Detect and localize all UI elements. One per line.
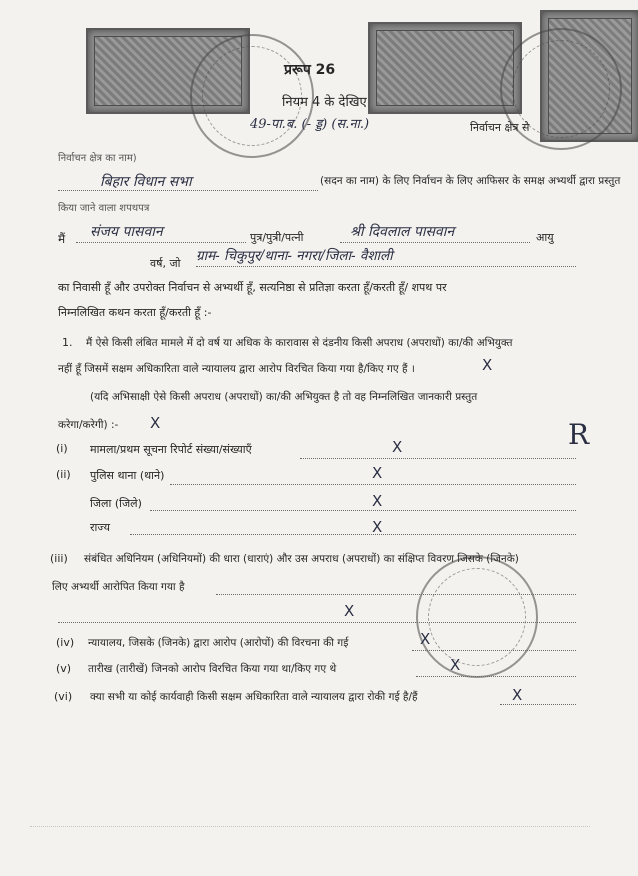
item-4-number: (iv) — [56, 636, 75, 649]
residence-line: का निवासी हूँ और उपरोक्त निर्वाचन से अभ्यर्थी हूँ, सत्यनिष्ठा से प्रतिज्ञा करता हूँ/करती हूँ/ शपथ पर — [58, 281, 447, 294]
item-2-label: पुलिस थाना (थाने) — [90, 469, 165, 482]
item-3-line-b — [58, 622, 576, 623]
item-4-line — [412, 650, 576, 651]
state-cross-mark: X — [372, 518, 383, 536]
item-6-cross-mark: X — [512, 686, 523, 704]
item-2-line — [170, 484, 576, 485]
notary-seal-bottom — [416, 556, 538, 678]
constituency-value: बिहार विधान सभा — [100, 174, 192, 190]
house-phrase: (सदन का नाम) के लिए निर्वाचन के लिए आफिसर के समक्ष अभ्यर्थी द्वारा प्रस्तुत — [320, 175, 621, 187]
item-3-cross-mark: X — [344, 602, 355, 620]
constituency-label-right: निर्वाचन क्षेत्र से — [470, 121, 530, 134]
margin-signature: R — [568, 418, 590, 451]
state-label: राज्य — [90, 521, 111, 534]
item-1-cross-mark: X — [392, 438, 403, 456]
constituency-underline — [58, 190, 318, 191]
para1-line1: मैं ऐसे किसी लंबित मामले में दो वर्ष या अधिक के कारावास से दंडनीय किसी अपराध (अपराधों) का/की अभियुक्त — [86, 337, 513, 349]
name-prefix: मैं — [58, 232, 66, 246]
para1-cross-mark: X — [482, 356, 493, 374]
item-2-number: (ii) — [56, 468, 71, 481]
age-label: आयु — [536, 231, 554, 244]
item-5-label: तारीख (तारीखें) जिनको आरोप विरचित किया गया था/किए गए थे — [88, 663, 337, 675]
constituency-label: निर्वाचन क्षेत्र का नाम) — [58, 153, 137, 164]
address-value: ग्राम- चिकुपुर/थाना- नगरा/जिला- वैशाली — [196, 248, 393, 264]
age-prefix: वर्ष, जो — [150, 257, 181, 270]
district-label: जिला (जिले) — [90, 497, 142, 510]
revenue-stamp-middle — [368, 22, 522, 114]
relation-label: पुत्र/पुत्री/पत्नी — [250, 231, 304, 244]
item-6-number: (vi) — [54, 690, 73, 703]
item-4-cross-mark: X — [420, 630, 431, 648]
para2-line2: करेगा/करेगी) :- — [58, 419, 119, 431]
item-3-line-a — [216, 594, 576, 595]
item-3-line2: लिए अभ्यर्थी आरोपित किया गया है — [52, 581, 185, 593]
para1-line2: नहीं हूँ जिसमें सक्षम अधिकारिता वाले न्यायालय द्वारा आरोप विरचित किया गया है/किए गए हैं । — [58, 363, 415, 375]
deponent-name: संजय पासवान — [90, 224, 163, 240]
item-2-cross-mark: X — [372, 464, 383, 482]
statement-line: निम्नलिखित कथन करता हूँ/करती हूँ :- — [58, 306, 212, 319]
item-5-cross-mark: X — [450, 656, 461, 674]
item-3-number: (iii) — [50, 552, 68, 565]
item-4-label: न्यायालय, जिसके (जिनके) द्वारा आरोप (आरोपों) की विरचना की गई — [88, 637, 349, 649]
item-6-label: क्या सभी या कोई कार्यवाही किसी सक्षम अधिकारिता वाले न्यायालय द्वारा रोकी गई है/हैं — [90, 691, 418, 703]
item-1-label: मामला/प्रथम सूचना रिपोर्ट संख्या/संख्याएँ — [90, 443, 252, 456]
district-line — [150, 510, 576, 511]
item-1-line — [300, 458, 576, 459]
name-underline — [76, 242, 246, 243]
rule-reference: नियम 4 के देखिए — [282, 95, 367, 110]
affidavit-label: किया जाने वाला शपथपत्र — [58, 203, 150, 214]
para2-line1: (यदि अभिसाक्षी ऐसे किसी अपराध (अपराधों) का/की अभियुक्त है तो वह निम्नलिखित जानकारी प्रस्तुत — [90, 391, 478, 403]
item-1-number: (i) — [56, 442, 68, 455]
scan-artifact-line — [30, 826, 590, 827]
para1-number: 1. — [62, 336, 73, 349]
form-number-handwritten: 49-पा.ब. (- ड्ड) (स.ना.) — [250, 117, 370, 132]
item-5-line — [416, 676, 576, 677]
form-title: प्ररूप 26 — [284, 62, 336, 78]
relation-underline — [340, 242, 530, 243]
item-3-line1: संबंधित अधिनियम (अधिनियमों) की धारा (धाराएं) और उस अपराध (अपराधों) का संक्षिप्त विवरण जिसके (जिनके) — [84, 553, 519, 565]
state-line — [130, 534, 576, 535]
address-underline — [196, 266, 576, 267]
district-cross-mark: X — [372, 492, 383, 510]
item-5-number: (v) — [56, 662, 72, 675]
relation-name: श्री दिवलाल पासवान — [350, 224, 455, 240]
item-6-line — [500, 704, 576, 705]
para2-cross-mark: X — [150, 414, 161, 432]
